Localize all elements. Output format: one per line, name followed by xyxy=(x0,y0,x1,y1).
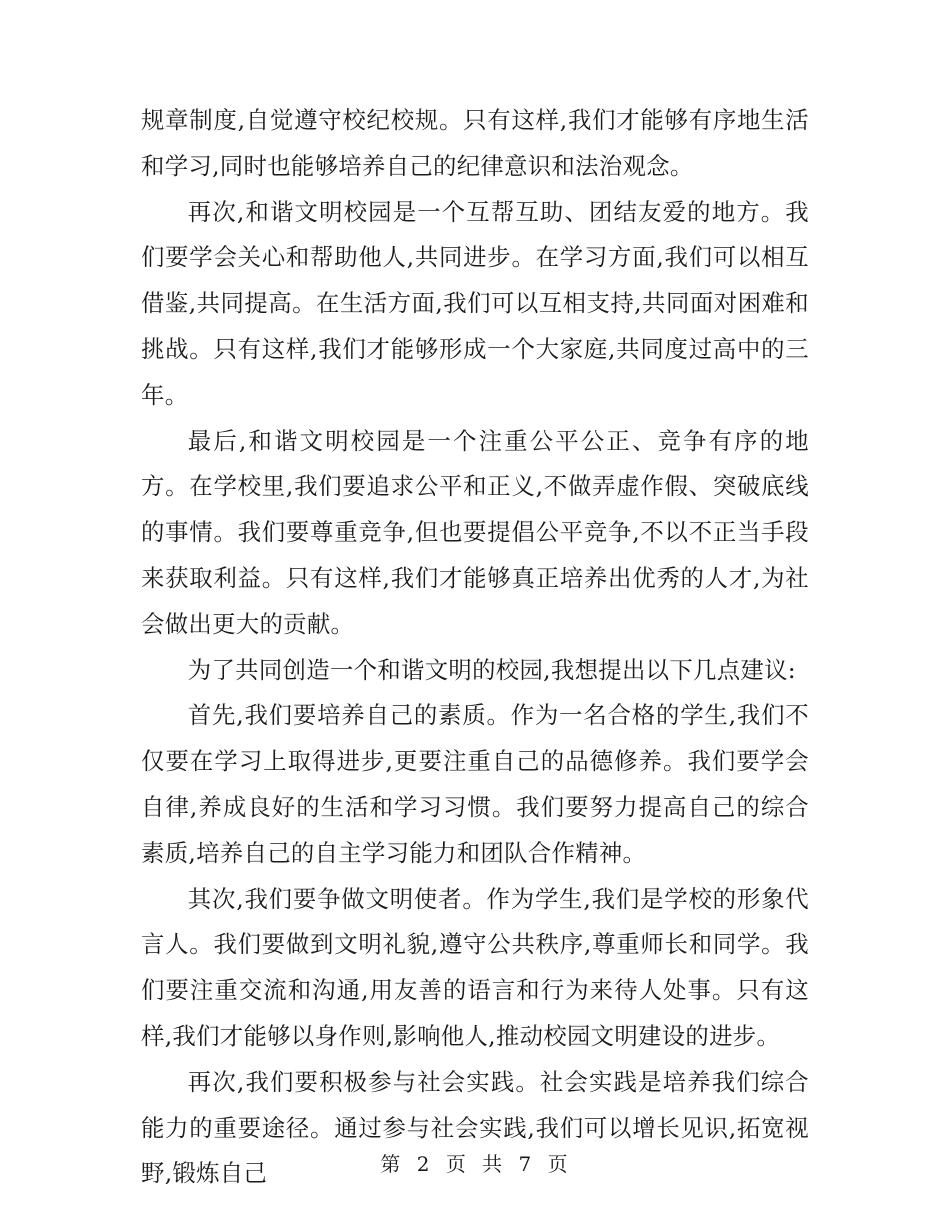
paragraph: 再次,和谐文明校园是一个互帮互助、团结友爱的地方。我们要学会关心和帮助他人,共同进步。在学习方面,我们可以相互借鉴,共同提高。在生活方面,我们可以互相支持,共同面对困难和挑战。只有这样,我们才能够形成一个大家庭,共同度过高中的三年。 xyxy=(141,197,809,409)
page-number-footer: 第 2 页 共 7 页 xyxy=(380,1152,570,1176)
paragraph: 最后,和谐文明校园是一个注重公平公正、竞争有序的地方。在学校里,我们要追求公平和正义,不做弄虚作假、突破底线的事情。我们要尊重竞争,但也要提倡公平竞争,不以不正当手段来获取利益。只有这样,我们才能够真正培养出优秀的人才,为社会做出更大的贡献。 xyxy=(141,426,809,638)
paragraph: 再次,我们要积极参与社会实践。社会实践是培养我们综合能力的重要途径。通过参与社会实践,我们可以增长见识,拓宽视野,锻炼自己 xyxy=(141,1067,809,1188)
paragraph: 首先,我们要培养自己的素质。作为一名合格的学生,我们不仅要在学习上取得进步,更要注重自己的品德修养。我们要学会自律,养成良好的生活和学习习惯。我们要努力提高自己的综合素质,培养自己的自主学习能力和团队合作精神。 xyxy=(141,701,809,867)
paragraph: 其次,我们要争做文明使者。作为学生,我们是学校的形象代言人。我们要做到文明礼貌,遵守公共秩序,尊重师长和同学。我们要注重交流和沟通,用友善的语言和行为来待人处事。只有这样,我们才能够以身作则,影响他人,推动校园文明建设的进步。 xyxy=(141,884,809,1050)
paragraph: 规章制度,自觉遵守校纪校规。只有这样,我们才能够有序地生活和学习,同时也能够培养自己的纪律意识和法治观念。 xyxy=(141,106,809,180)
document-body xyxy=(141,98,809,1197)
paragraph: 为了共同创造一个和谐文明的校园,我想提出以下几点建议: xyxy=(187,655,796,684)
